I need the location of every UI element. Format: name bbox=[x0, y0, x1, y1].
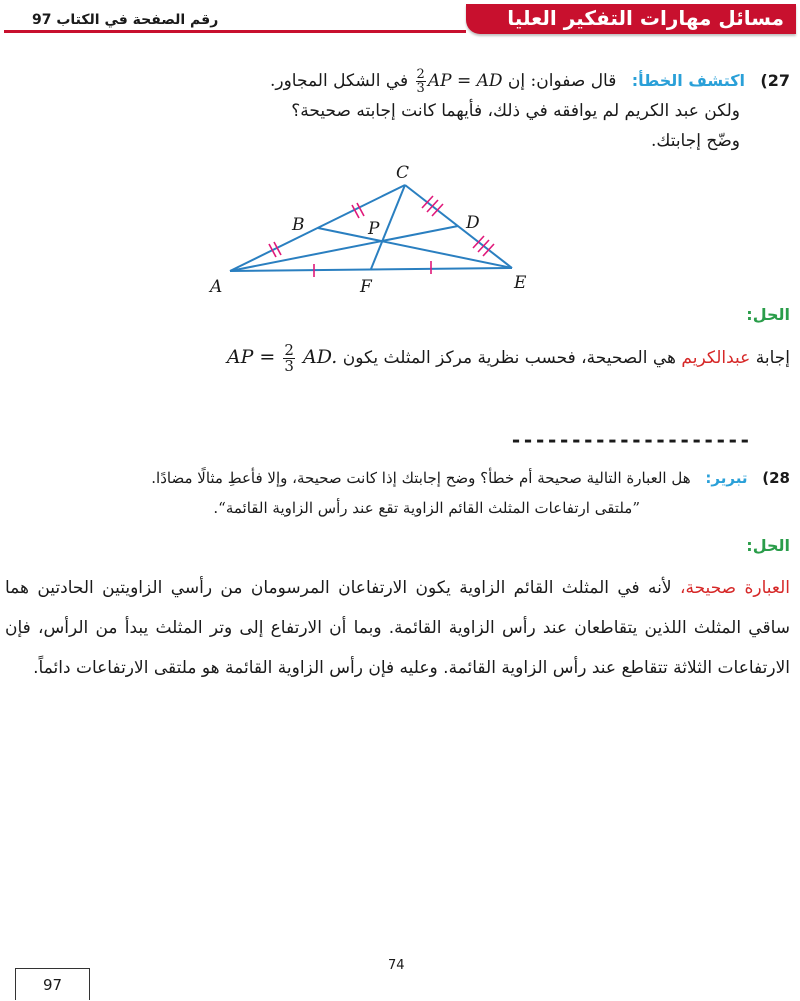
problem-27 bbox=[20, 66, 790, 156]
problem-text: قال صفوان: إن bbox=[507, 71, 617, 91]
answer-eq-right: AD. bbox=[302, 346, 338, 368]
label-b: B bbox=[292, 215, 305, 235]
problem-28-line-1 bbox=[0, 463, 790, 493]
problem-27-solution-label: الحل: bbox=[746, 305, 790, 324]
answer-text: إجابة bbox=[755, 348, 790, 368]
label-a: A bbox=[210, 277, 223, 297]
problem-27-line-1 bbox=[20, 66, 790, 96]
problem-tag: تبرير: bbox=[705, 469, 748, 487]
problem-number: 27) bbox=[760, 71, 790, 90]
page-header bbox=[4, 4, 796, 40]
problem-equation bbox=[414, 67, 503, 96]
header-rule bbox=[4, 30, 466, 33]
book-page-box: 97 bbox=[15, 968, 90, 1000]
header-title: مسائل مهارات التفكير العليا bbox=[507, 6, 784, 30]
problem-28-solution-label: الحل: bbox=[746, 536, 790, 555]
problem-text: في الشكل المجاور. bbox=[269, 71, 409, 91]
book-page-reference bbox=[32, 12, 218, 28]
problem-text: هل العبارة التالية صحيحة أم خطأ؟ وضح إجابتك إذا كانت صحيحة، وإلا فأعطِ مثالًا مضادًا. bbox=[151, 469, 691, 487]
book-page-number: 97 bbox=[32, 12, 52, 28]
side-ce bbox=[405, 185, 512, 268]
problem-28-line-2: ”ملتقى ارتفاعات المثلث القائم الزاوية تقع عند رأس الزاوية القائمة“. bbox=[213, 499, 640, 517]
label-p: P bbox=[368, 219, 380, 239]
fraction-numerator: 2 bbox=[284, 340, 294, 359]
section-divider: -------------------- bbox=[510, 428, 751, 452]
header-banner bbox=[466, 4, 796, 34]
answer-fraction bbox=[283, 340, 295, 375]
label-f: F bbox=[360, 277, 372, 297]
fraction bbox=[416, 68, 426, 95]
problem-number: 28) bbox=[762, 469, 790, 487]
answer-eq-left: AP = bbox=[226, 346, 276, 368]
problem-28 bbox=[0, 463, 790, 523]
answer-text: هي الصحيحة، فحسب نظرية مركز المثلث يكون bbox=[342, 348, 676, 368]
answer-highlight: عبدالكريم bbox=[681, 348, 751, 368]
problem-27-answer bbox=[10, 340, 790, 375]
equation-text: AP = AD bbox=[427, 71, 503, 91]
label-c: C bbox=[396, 163, 410, 183]
problem-27-line-2: ولكن عبد الكريم لم يوافقه في ذلك، فأيهما كانت إجابته صحيحة؟ bbox=[291, 101, 740, 121]
answer-text: لأنه في المثلث القائم الزاوية يكون الارتفاعان المرسومان من رأسي الزاويتين الحادتين هما ساقي المثلث اللذين يتقاطعان عند رأس الزاوية القائمة. وبما أن الارتفاع إلى وتر المثلث يبدأ من الرأس، فإن الارتفاعات الثلاثة تتقاطع عند رأس الزاوية القائمة. وعليه فإن رأس الزاوية القائمة هو ملتقى الارتفاعات دائماً. bbox=[5, 578, 790, 678]
fraction-numerator: 2 bbox=[416, 67, 425, 82]
label-e: E bbox=[514, 273, 527, 293]
problem-tag: اكتشف الخطأ: bbox=[631, 71, 746, 90]
triangle-diagram bbox=[200, 158, 550, 298]
label-d: D bbox=[466, 213, 480, 233]
problem-28-answer bbox=[5, 568, 790, 688]
answer-equation bbox=[226, 340, 338, 375]
fraction-denominator: 3 bbox=[416, 81, 425, 96]
page-number: 74 bbox=[388, 958, 405, 973]
problem-27-line-3: وضّح إجابتك. bbox=[650, 131, 740, 151]
fraction-denominator: 3 bbox=[284, 356, 294, 375]
answer-highlight: العبارة صحيحة، bbox=[679, 578, 791, 598]
book-page-label: رقم الصفحة في الكتاب bbox=[56, 12, 219, 28]
